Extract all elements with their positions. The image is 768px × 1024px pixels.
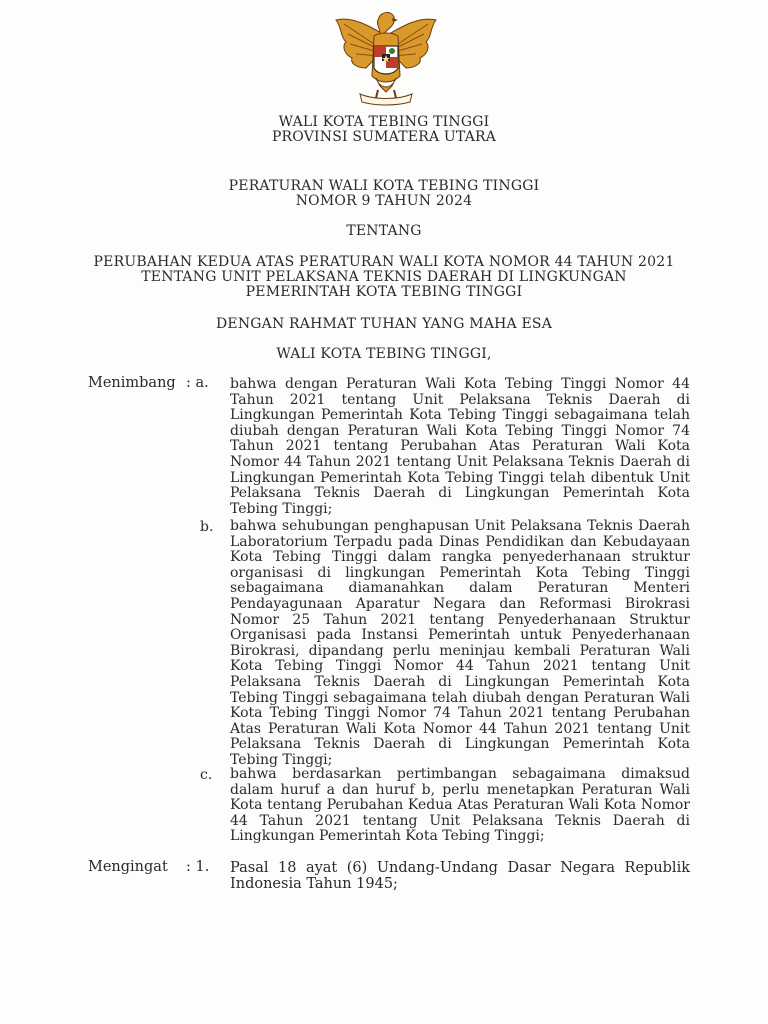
menimbang-label: Menimbang: [88, 375, 176, 391]
menimbang-colon: : a.: [186, 375, 209, 391]
mengingat-item-1: Pasal 18 ayat (6) Undang-Undang Dasar Negara Republik Indonesia Tahun 1945;: [230, 860, 690, 892]
subject-line-2: TENTANG UNIT PELAKSANA TEKNIS DAERAH DI LINGKUNGAN: [141, 269, 627, 285]
menimbang-item-b-num: b.: [200, 519, 214, 535]
tentang-label: TENTANG: [346, 223, 422, 239]
header-province: PROVINSI SUMATERA UTARA: [271, 129, 497, 145]
menimbang-item-c: bahwa berdasarkan pertimbangan sebagaimana dimaksud dalam huruf a dan huruf b, perlu menetapkan Peraturan Wali Kota tentang Perubahan Kedua Atas Peraturan Wali Kota Nomor 44 Tahun 2021 tentang Unit Pelaksana Teknis Daerah di Lingkungan Pemerintah Kota Tebing Tinggi;: [230, 766, 690, 845]
menimbang-item-c-num: c.: [200, 767, 213, 783]
menimbang-item-a: bahwa dengan Peraturan Wali Kota Tebing Tinggi Nomor 44 Tahun 2021 tentang Unit Pelaksana Teknis Daerah di Lingkungan Pemerintah Kota Tebing Tinggi sebagaimana telah diubah dengan Peraturan Wali Kota Tebing Tinggi Nomor 74 Tahun 2021 tentang Perubahan Atas Peraturan Wali Kota Nomor 44 Tahun 2021 tentang Unit Pelaksana Teknis Daerah di Lingkungan Pemerintah Kota Tebing Tinggi telah dibentuk Unit Pelaksana Teknis Daerah di Lingkungan Pemerintah Kota Tebing Tinggi;: [230, 376, 690, 517]
menimbang-item-b: bahwa sehubungan penghapusan Unit Pelaksana Teknis Daerah Laboratorium Terpadu pada Dinas Pendidikan dan Kebudayaan Kota Tebing Tinggi dalam rangka penyederhanaan struktur organisasi di lingkungan Pemerintah Kota Tebing Tinggi sebagaimana diamanahkan dalam Peraturan Menteri Pendayagunaan Aparatur Negara dan Reformasi Birokrasi Nomor 25 Tahun 2021 tentang Penyederhanaan Struktur Organisasi pada Instansi Pemerintah untuk Penyederhanaan Birokrasi, dipandang perlu meninjau kembali Peraturan Wali Kota Tebing Tinggi Nomor 44 Tahun 2021 tentang Unit Pelaksana Teknis Daerah di Lingkungan Pemerintah Kota Tebing Tinggi sebagaimana telah diubah dengan Peraturan Wali Kota Tebing Tinggi Nomor 74 Tahun 2021 tentang Perubahan Atas Peraturan Wali Kota Nomor 44 Tahun 2021 tentang Unit Pelaksana Teknis Daerah di Lingkungan Pemerintah Kota Tebing Tinggi;: [230, 518, 690, 768]
garuda-emblem-icon: [330, 6, 442, 110]
regulation-number: NOMOR 9 TAHUN 2024: [295, 193, 473, 209]
mengingat-colon: : 1.: [186, 859, 210, 875]
mengingat-label: Mengingat: [88, 859, 168, 875]
header-city: WALI KOTA TEBING TINGGI: [278, 114, 490, 130]
subject-line-3: PEMERINTAH KOTA TEBING TINGGI: [245, 284, 523, 300]
subject-line-1: PERUBAHAN KEDUA ATAS PERATURAN WALI KOTA NOMOR 44 TAHUN 2021: [93, 254, 675, 270]
walikota-line: WALI KOTA TEBING TINGGI,: [276, 346, 492, 362]
rahmat-line: DENGAN RAHMAT TUHAN YANG MAHA ESA: [215, 316, 553, 332]
regulation-title: PERATURAN WALI KOTA TEBING TINGGI: [228, 178, 540, 194]
